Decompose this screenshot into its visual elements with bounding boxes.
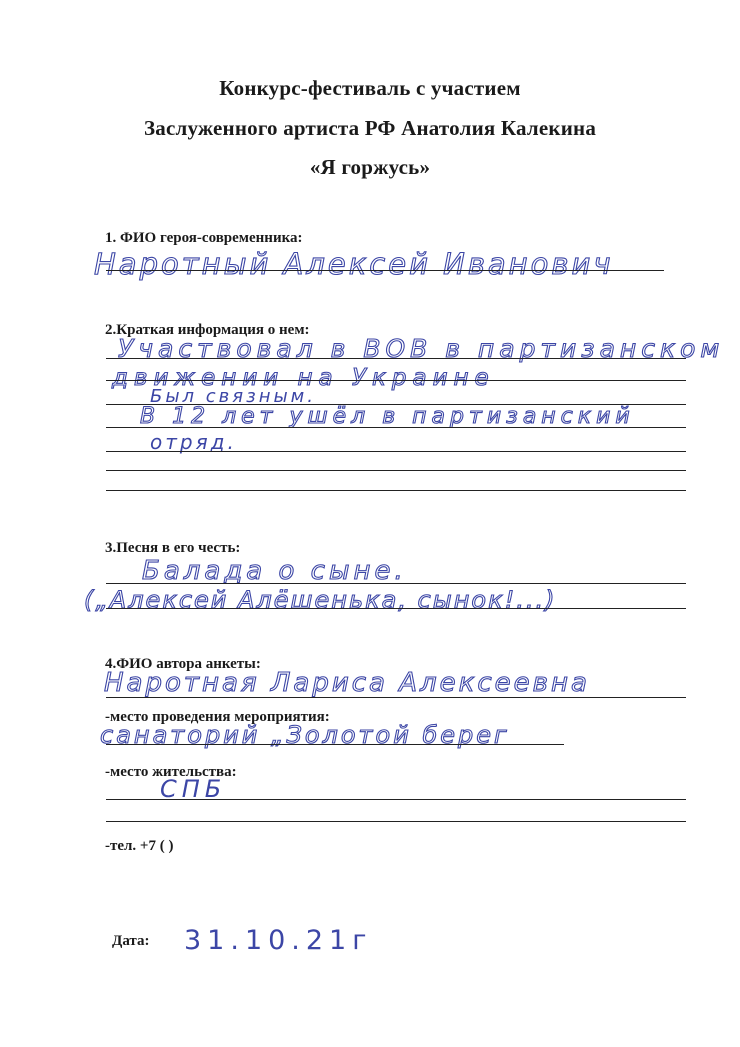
short-info-line [106, 380, 686, 381]
song-answer-line2: („Алексей Алёшенька, сынок!...) [84, 586, 557, 614]
song-label: 3.Песня в его честь: [105, 540, 241, 556]
author-name-line [106, 697, 686, 698]
song-answer-line1: Балада о сыне. [142, 556, 407, 586]
phone-label: -тел. +7 ( ) [105, 838, 174, 854]
form-title-line2: Заслуженного артиста РФ Анатолия Калекина [143, 116, 597, 140]
hero-name-line [106, 270, 664, 271]
residence-label: -место жительства: [105, 764, 237, 780]
short-info-answer-line1: Участвовал в ВОВ в партизанском [118, 334, 725, 363]
hero-name-answer: Наротный Алексей Иванович [94, 247, 614, 281]
venue-label: -место проведения мероприятия: [105, 709, 330, 725]
short-info-line [106, 427, 686, 428]
hero-name-label: 1. ФИО героя-современника: [105, 230, 303, 246]
form-title-line1: Конкурс-фестиваль с участием [219, 76, 521, 100]
author-name-answer: Наротная Лариса Алексеевна [104, 668, 590, 698]
short-info-line [106, 470, 686, 471]
short-info-answer-line5: отряд. [150, 430, 237, 454]
song-line [106, 583, 686, 584]
residence-answer: СПБ [160, 775, 227, 803]
short-info-label: 2.Краткая информация о нем: [105, 322, 310, 338]
short-info-line [106, 490, 686, 491]
author-name-label: 4.ФИО автора анкеты: [105, 656, 261, 672]
short-info-answer-line4: В 12 лет ушёл в партизанский [140, 404, 635, 429]
date-value: 31.10.21г [184, 925, 373, 956]
venue-line [106, 744, 564, 745]
venue-answer: санаторий „Золотой берег [100, 721, 510, 749]
song-line [106, 608, 686, 609]
residence-line [106, 799, 686, 800]
short-info-line [106, 358, 686, 359]
date-label: Дата: [112, 933, 150, 949]
short-info-answer-line3: Был связным. [150, 386, 316, 407]
form-title-line3: «Я горжусь» [309, 155, 431, 179]
short-info-answer-line2: движении на Украине [112, 365, 495, 391]
short-info-line [106, 404, 686, 405]
short-info-line [106, 451, 686, 452]
residence-line [106, 821, 686, 822]
